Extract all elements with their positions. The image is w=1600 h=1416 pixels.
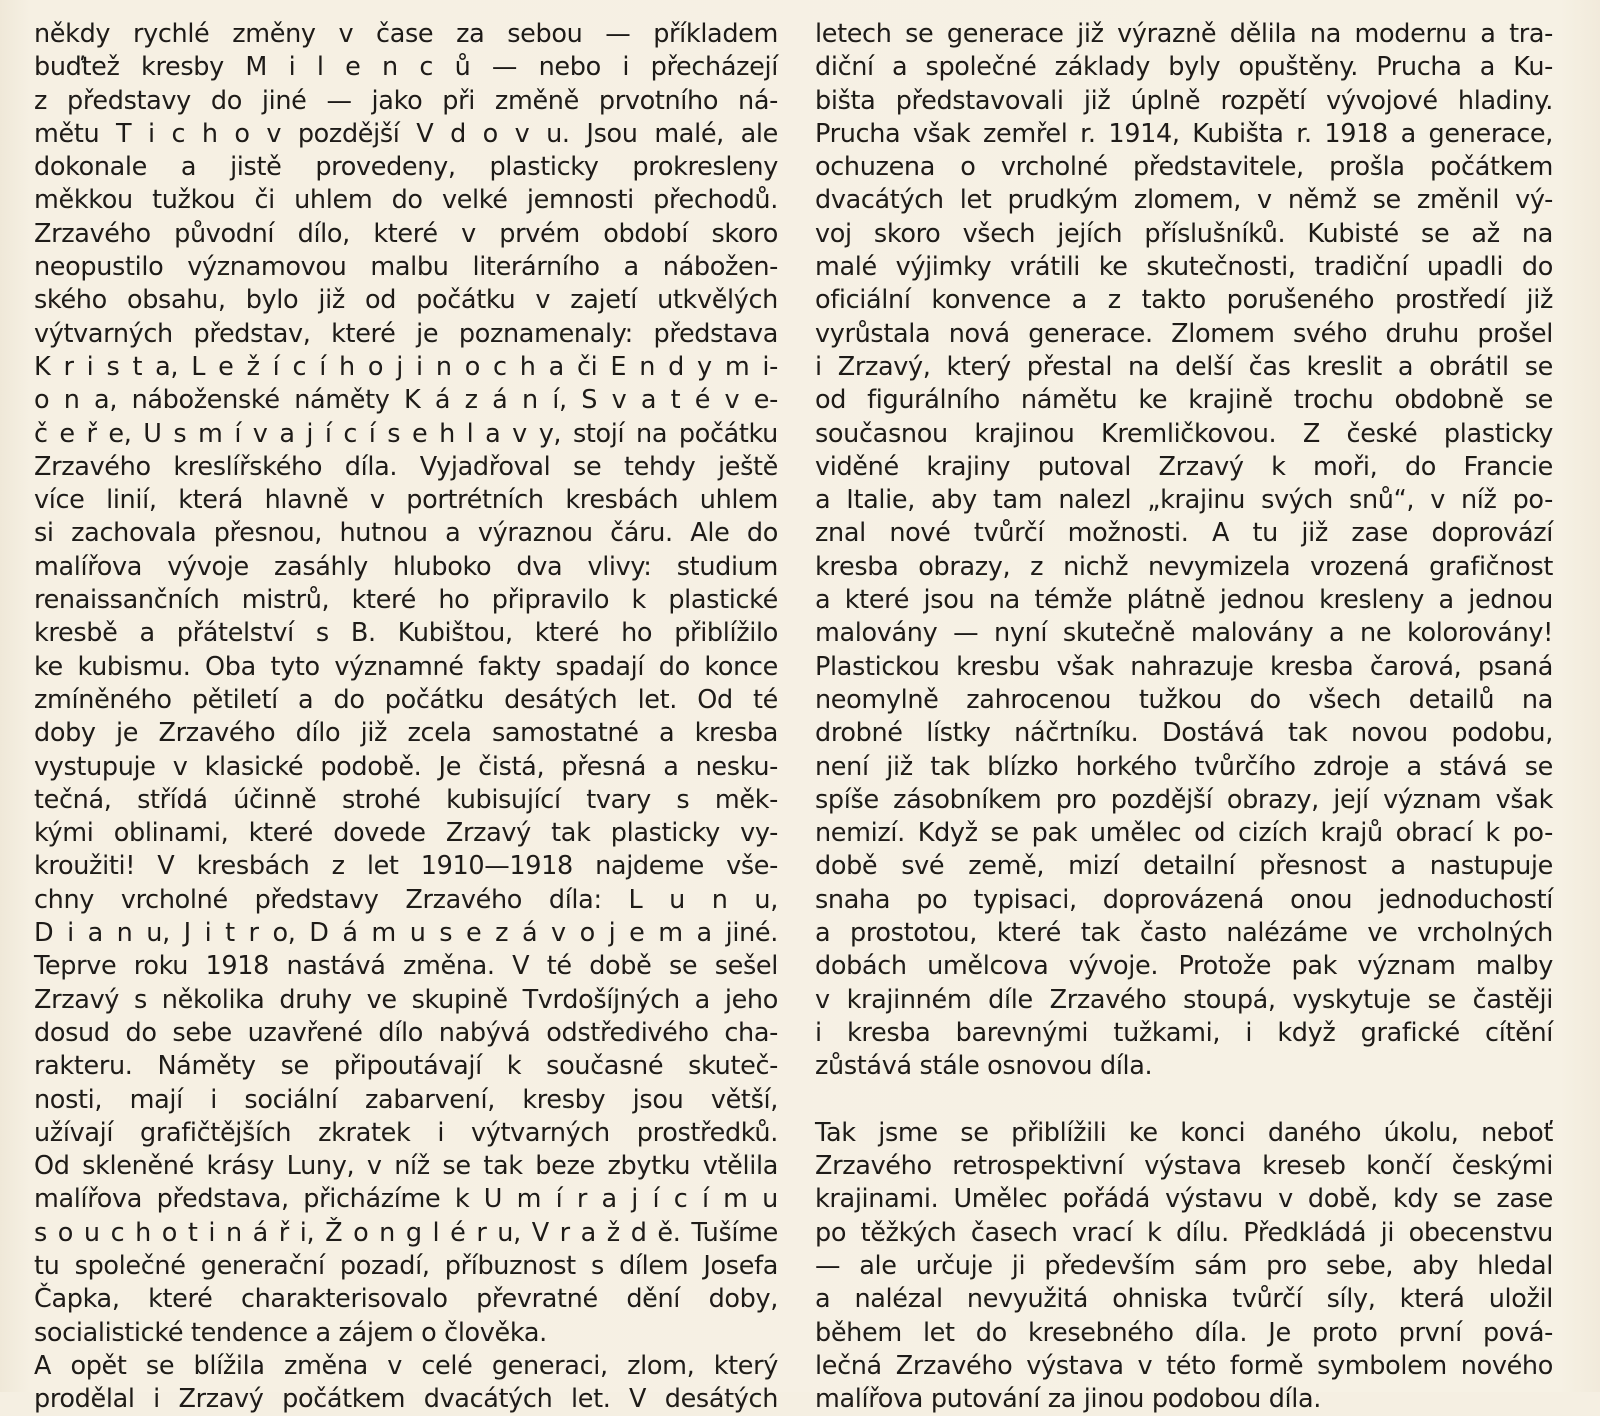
- text-line: Zrzavého retrospektivní výstava kreseb končí českými: [815, 1151, 1553, 1182]
- text-line: i kresba barevnými tužkami, i když grafické cítění: [815, 1017, 1553, 1048]
- text-line: Plastickou kresbu však nahrazuje kresba čarová, psaná: [815, 651, 1553, 682]
- text-line: ského obsahu, bylo již od počátku v zajetí utkvělých: [34, 285, 778, 316]
- text-line: nemizí. Když se pak umělec od cizích krajů obrací k po-: [815, 818, 1553, 849]
- text-line: i Zrzavý, který přestal na delší čas kreslit a obrátil se: [815, 351, 1553, 382]
- text-line: tu společné generační pozadí, příbuznost s dílem Josefa: [34, 1250, 778, 1281]
- text-line: nosti, mají i sociální zabarvení, kresby jsou větší,: [34, 1084, 778, 1115]
- text-line: oficiální konvence a z takto porušeného prostředí již: [815, 285, 1553, 316]
- text-line: a Italie, aby tam nalezl „krajinu svých snů“, v níž po-: [815, 485, 1553, 516]
- text-line: během let do kresebného díla. Je proto první pová-: [815, 1317, 1553, 1348]
- text-line: bišta představovali již úplně rozpětí vývojové hladiny.: [815, 85, 1553, 116]
- text-line: rakteru. Náměty se připoutávají k současné skuteč-: [34, 1051, 778, 1082]
- text-line: Od skleněné krásy Luny, v níž se tak beze zbytku vtělila: [34, 1151, 778, 1182]
- text-line: malířova putování za jinou podobou díla.: [815, 1384, 1322, 1415]
- text-line: spíše zásobníkem pro pozdější obrazy, její význam však: [815, 784, 1553, 815]
- paragraph-gap: [815, 1084, 1553, 1117]
- text-line: Zrzavého původní dílo, které v prvém období skoro: [34, 218, 778, 249]
- text-line: kými oblinami, které dovede Zrzavý tak plasticky vy-: [34, 818, 778, 849]
- text-line: dokonale a jistě provedeny, plasticky prokresleny: [34, 152, 778, 183]
- text-line: Zrzavý s několika druhy ve skupině Tvrdošíjných a jeho: [34, 984, 778, 1015]
- text-line: není již tak blízko horkého tvůrčího zdroje a stává se: [815, 751, 1553, 782]
- text-line: mětu T i c h o v pozdější V d o v u. Jsou malé, ale: [34, 118, 778, 149]
- text-line: prodělal i Zrzavý počátkem dvacátých let. V desátých: [34, 1384, 778, 1415]
- text-line: Prucha však zemřel r. 1914, Kubišta r. 1918 a generace,: [815, 118, 1553, 149]
- text-line: vyrůstala nová generace. Zlomem svého druhu prošel: [815, 318, 1553, 349]
- text-line: malířova vývoje zasáhly hluboko dva vlivy: studium: [34, 551, 778, 582]
- right-column: [815, 18, 1553, 1416]
- text-line: znal nové tvůrčí možnosti. A tu již zase doprovází: [815, 518, 1553, 549]
- text-line: užívají grafičtějších zkratek i výtvarných prostředků.: [34, 1117, 778, 1148]
- text-line: vystupuje v klasické podobě. Je čistá, přesná a nesku-: [34, 751, 778, 782]
- text-line: voj skoro všech jejích příslušníků. Kubisté se až na: [815, 218, 1553, 249]
- text-line: A opět se blížila změna v celé generaci, zlom, který: [34, 1350, 778, 1381]
- text-line: č e ř e, U s m í v a j í c í s e h l a v y, stojí na počátku: [34, 418, 778, 449]
- text-line: Teprve roku 1918 nastává změna. V té době se sešel: [34, 951, 778, 982]
- text-line: renaissančních mistrů, které ho připravilo k plastické: [34, 585, 778, 616]
- text-line: někdy rychlé změny v čase za sebou — příkladem: [34, 19, 778, 49]
- text-line: buďtež kresby M i l e n c ů — nebo i přecházejí: [34, 52, 778, 83]
- text-line: diční a společné základy byly opuštěny. Prucha a Ku-: [815, 52, 1553, 83]
- text-line: malířova představa, přicházíme k U m í r a j í c í m u: [34, 1184, 778, 1215]
- text-line: době své země, mizí detailní přesnost a nastupuje: [815, 851, 1553, 882]
- text-line: viděné krajiny putoval Zrzavý k moři, do Francie: [815, 451, 1553, 482]
- text-line: kresba obrazy, z nichž nevymizela vrozená grafičnost: [815, 551, 1553, 582]
- text-line: neopustilo významovou malbu literárního a nábožen-: [34, 252, 778, 283]
- text-line: současnou krajinou Kremličkovou. Z české plasticky: [815, 418, 1553, 449]
- text-line: tečná, střídá účinně strohé kubisující tvary s měk-: [34, 784, 778, 815]
- text-line: dosud do sebe uzavřené dílo nabývá odstředivého cha-: [34, 1017, 778, 1048]
- text-line: měkkou tužkou či uhlem do velké jemnosti přechodů.: [34, 185, 778, 216]
- text-line: s o u c h o t i n á ř i, Ž o n g l é r u, V r a ž d ě. Tušíme: [34, 1217, 778, 1248]
- text-line: drobné lístky náčrtníku. Dostává tak novou podobu,: [815, 718, 1553, 749]
- left-column: [34, 18, 778, 1416]
- text-line: D i a n u, J i t r o, D á m u s e z á v o j e m a jiné.: [34, 918, 778, 949]
- text-line: v krajinném díle Zrzavého stoupá, vyskytuje se častěji: [815, 984, 1553, 1015]
- text-line: od figurálního námětu ke krajině trochu obdobně se: [815, 385, 1553, 416]
- text-line: doby je Zrzavého dílo již zcela samostatné a kresba: [34, 718, 778, 749]
- paragraph: [815, 1117, 1553, 1416]
- text-line: kroužiti! V kresbách z let 1910—1918 najdeme vše-: [34, 851, 778, 882]
- text-line: si zachovala přesnou, hutnou a výraznou čáru. Ale do: [34, 518, 778, 549]
- text-line: dobách umělcova vývoje. Protože pak význam malby: [815, 951, 1553, 982]
- paragraph: [815, 18, 1553, 1084]
- text-line: a které jsou na témže plátně jednou kresleny a jednou: [815, 585, 1553, 616]
- text-line: Čapka, které charakterisovalo převratné dění doby,: [34, 1284, 778, 1315]
- text-line: — ale určuje ji především sám pro sebe, aby hledal: [815, 1250, 1553, 1281]
- text-line: K r i s t a, L e ž í c í h o j i n o c h a či E n d y m i-: [34, 351, 778, 382]
- text-line: výtvarných představ, které je poznamenaly: představa: [34, 318, 778, 349]
- text-line: lečná Zrzavého výstava v této formě symbolem nového: [815, 1350, 1553, 1381]
- text-line: Tak jsme se přiblížili ke konci daného úkolu, neboť: [815, 1117, 1553, 1148]
- text-line: letech se generace již výrazně dělila na modernu a tra-: [815, 19, 1553, 49]
- text-line: neomylně zahrocenou tužkou do všech detailů na: [815, 684, 1553, 715]
- text-line: malé výjimky vrátili ke skutečnosti, tradiční upadli do: [815, 252, 1553, 283]
- text-line: kresbě a přátelství s B. Kubištou, které ho přiblížilo: [34, 618, 778, 649]
- text-line: Zrzavého kreslířského díla. Vyjadřoval se tehdy ještě: [34, 451, 778, 482]
- text-line: zmíněného pětiletí a do počátku desátých let. Od té: [34, 684, 778, 715]
- text-line: o n a, náboženské náměty K á z á n í, S v a t é v e-: [34, 385, 778, 416]
- text-line: zůstává stále osnovou díla.: [815, 1051, 1153, 1082]
- text-line: chny vrcholné představy Zrzavého díla: L u n u,: [34, 884, 778, 915]
- text-line: snaha po typisaci, doprovázená onou jednoduchostí: [815, 884, 1553, 915]
- text-line: a nalézal nevyužitá ohniska tvůrčí síly, která uložil: [815, 1284, 1553, 1315]
- text-line: více linií, která hlavně v portrétních kresbách uhlem: [34, 485, 778, 516]
- text-line: a prostotou, které tak často nalézáme ve vrcholných: [815, 918, 1553, 949]
- text-line: ke kubismu. Oba tyto významné fakty spadají do konce: [34, 651, 778, 682]
- text-line: po těžkých časech vrací k dílu. Předkládá ji obecenstvu: [815, 1217, 1553, 1248]
- text-line: malovány — nyní skutečně malovány a ne kolorovány!: [815, 618, 1553, 649]
- text-line: dvacátých let prudkým zlomem, v němž se změnil vý-: [815, 185, 1553, 216]
- text-line: socialistické tendence a zájem o člověka.: [34, 1317, 547, 1348]
- text-line: ochuzena o vrcholné představitele, prošla počátkem: [815, 152, 1553, 183]
- text-line: z představy do jiné — jako při změně prvotního ná-: [34, 85, 778, 116]
- text-line: krajinami. Umělec pořádá výstavu v době, kdy se zase: [815, 1184, 1553, 1215]
